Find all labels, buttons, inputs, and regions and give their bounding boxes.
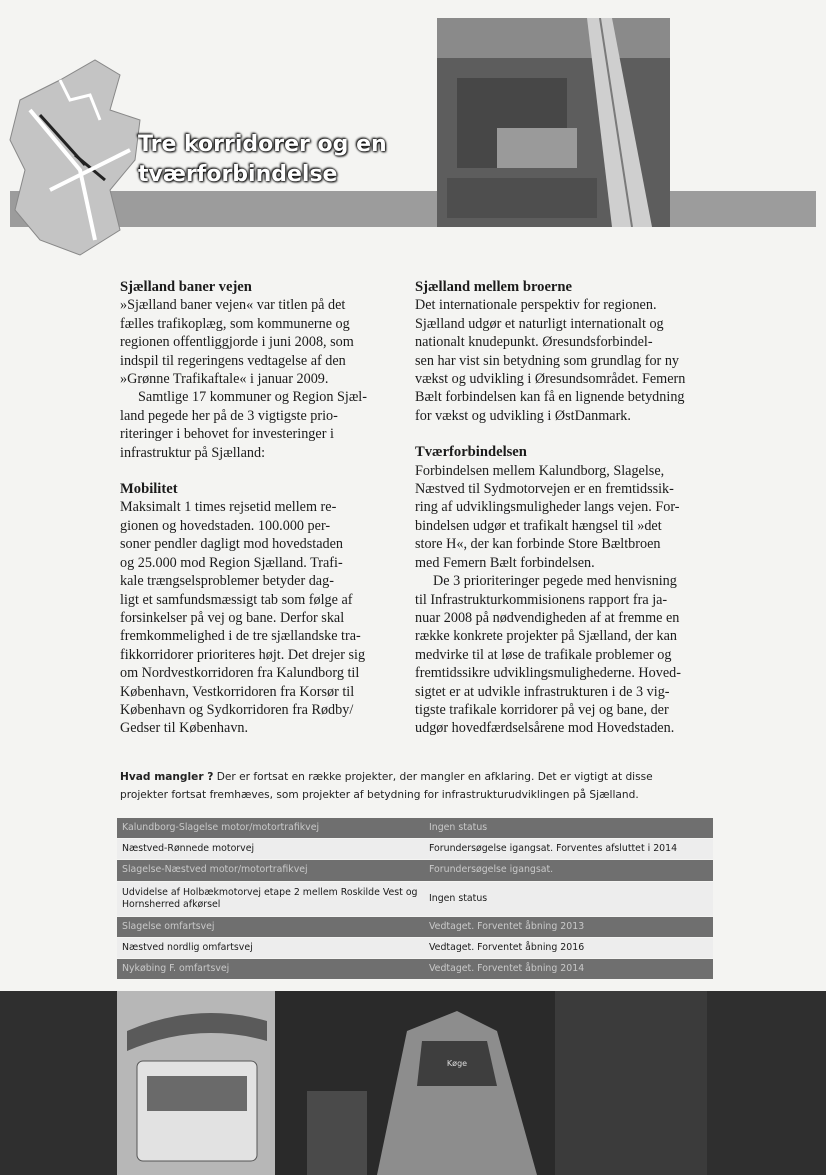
note-text: Der er fortsat en række projekter, der mangler en afklaring. Det er vigtigt at disse [213, 771, 653, 783]
text-line: til Infrastrukturkommisionens rapport fra ja- [415, 591, 668, 608]
right-column [415, 278, 715, 738]
project-name: Nykøbing F. omfartsvej [122, 963, 230, 975]
text-line: fremtidssikre udviklingsmulighederne. Hoved- [415, 665, 681, 682]
text-line: Forbindelsen mellem Kalundborg, Slagelse, [415, 462, 665, 479]
section-heading: Mobilitet [120, 481, 178, 498]
aerial-motorway-photo [437, 18, 670, 227]
text-line: medvirke til at løse de trafikale problemer og [415, 646, 672, 663]
note-label: Hvad mangler ? [120, 771, 214, 783]
table-row [117, 882, 713, 917]
table-row [117, 818, 713, 839]
text-line: ligt et samfundsmæssigt tab som følge af [120, 591, 353, 608]
text-line: »Sjælland baner vejen« var titlen på det [120, 297, 346, 314]
text-line: De 3 prioriteringer pegede med henvisning [433, 573, 677, 590]
project-name: Kalundborg-Slagelse motor/motortrafikvej [122, 822, 320, 834]
text-line: Det internationale perspektiv for regionen. [415, 297, 657, 314]
region-map-illustration [0, 40, 160, 270]
note-line-2: projekter fortsat fremhæves, som projekter af betydning for infrastrukturudviklingen på Sjælland. [120, 789, 639, 801]
section-heading: Sjælland baner vejen [120, 279, 252, 295]
text-line: for vækst og udvikling i ØstDanmark. [415, 407, 631, 424]
project-name: Næstved-Rønnede motorvej [122, 843, 255, 855]
photo-border-right [707, 991, 826, 1175]
project-name: Slagelse omfartsvej [122, 920, 215, 932]
project-name: Slagelse-Næstved motor/motortrafikvej [122, 864, 308, 876]
text-line: Samtlige 17 kommuner og Region Sjæl- [138, 389, 367, 406]
text-line: fremkommelighed i de tre sjællandske tra- [120, 628, 361, 645]
text-line: om Nordvestkorridoren fra Kalundborg til [120, 665, 360, 682]
table-row [117, 938, 713, 959]
text-line: København, Vestkorridoren fra Korsør til [120, 683, 355, 700]
table-row [117, 959, 713, 980]
text-line: sen har vist sin betydning som grundlag for ny [415, 352, 680, 369]
text-line: forsinkelser på vej og bane. Derfor skal [120, 609, 345, 626]
bus-and-train-photos [117, 991, 707, 1175]
text-line: nationalt knudepunkt. Øresundsforbindel- [415, 334, 653, 351]
table-row [117, 917, 713, 938]
left-column [120, 278, 370, 738]
text-line: ring af udviklingsmuligheder langs vejen. For- [415, 499, 680, 516]
project-status: Forundersøgelse igangsat. [429, 864, 554, 876]
text-line: fikkorridorer prioriteres højt. Det drejer sig [120, 646, 366, 663]
text-line: vækst og udvikling i Øresundsområdet. Femern [415, 371, 686, 388]
text-line: Gedser til København. [120, 720, 249, 737]
text-line: indspil til regeringens vedtagelse af den [120, 352, 346, 369]
text-line: udgør hovedfærdselsårene mod Hovedstaden. [415, 720, 675, 737]
project-status: Vedtaget. Forventet åbning 2014 [429, 963, 585, 975]
text-line: Maksimalt 1 times rejsetid mellem re- [120, 499, 337, 516]
project-status: Vedtaget. Forventet åbning 2013 [429, 920, 585, 932]
photo-border-left [0, 991, 117, 1175]
text-line: infrastruktur på Sjælland: [120, 444, 266, 461]
text-line: gionen og hovedstaden. 100.000 per- [120, 517, 331, 534]
text-line: Sjælland udgør et naturligt internationalt og [415, 315, 664, 332]
project-status: Vedtaget. Forventet åbning 2016 [429, 941, 585, 953]
title-line-1: Tre korridorer og en [138, 132, 387, 157]
project-name: Udvidelse af Holbækmotorvej etape 2 mellem Roskilde Vest og Hornsherred afkørsel [122, 886, 418, 910]
text-line: med Femern Bælt forbindelsen. [415, 554, 595, 571]
text-line: bindelsen udgør et trafikalt hængsel til »det [415, 517, 662, 534]
text-line: og 25.000 mod Region Sjælland. Trafi- [120, 554, 343, 571]
text-line: riteringer i behovet for investeringer i [120, 426, 334, 443]
section-heading: Sjælland mellem broerne [415, 279, 573, 295]
text-line: fælles trafikoplæg, som kommunerne og [120, 315, 350, 332]
missing-projects-note [120, 768, 720, 804]
text-line: København og Sydkorridoren fra Rødby/ [120, 701, 354, 718]
project-status: Ingen status [429, 822, 488, 834]
title-line-2: tværforbindelse [138, 162, 338, 187]
text-line: kale trængselsproblemer betyder dag- [120, 573, 334, 590]
projects-table [117, 818, 713, 980]
text-line: række konkrete projekter på Sjælland, der kan [415, 628, 677, 645]
project-status: Ingen status [429, 892, 488, 904]
text-line: »Grønne Trafikaftale« i januar 2009. [120, 371, 329, 388]
text-line: Næstved til Sydmotorvejen er en fremtidssik- [415, 481, 674, 498]
train-destination-sign: Køge [446, 1059, 468, 1068]
project-name: Næstved nordlig omfartsvej [122, 941, 253, 953]
table-row [117, 860, 713, 881]
text-line: sigtet er at udvikle infrastrukturen i de 3 vig- [415, 683, 670, 700]
text-line: soner pendler dagligt mod hovedstaden [120, 536, 344, 553]
text-line: tigste trafikale korridorer på vej og bane, der [415, 701, 669, 718]
text-line: land pegede her på de 3 vigtigste prio- [120, 407, 338, 424]
section-heading: Tværforbindelsen [415, 444, 527, 461]
table-row [117, 839, 713, 860]
page-title [138, 130, 387, 190]
note-line-1 [120, 768, 720, 786]
text-line: nuar 2008 på nødvendigheden af at fremme en [415, 609, 680, 626]
text-line: Bælt forbindelsen kan få en lignende betydning [415, 389, 685, 406]
project-status: Forundersøgelse igangsat. Forventes afsluttet i 2014 [429, 843, 678, 855]
text-line: store H«, der kan forbinde Store Bæltbroen [415, 536, 661, 553]
text-line: regionen offentliggjorde i juni 2008, som [120, 334, 354, 351]
